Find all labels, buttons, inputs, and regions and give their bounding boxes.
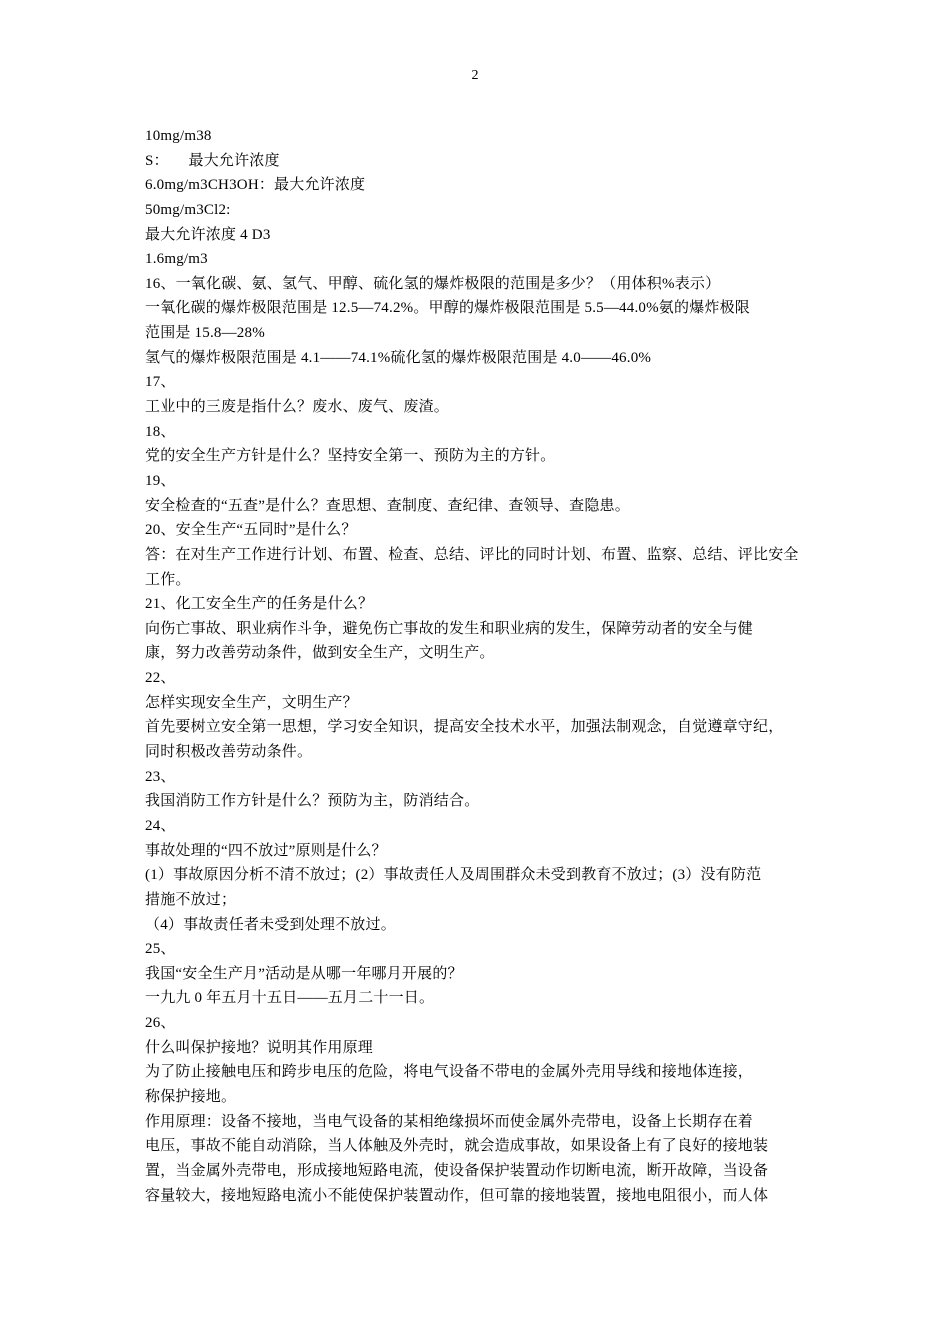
text-line: 26、	[145, 1015, 176, 1032]
text-line: 17、	[145, 374, 176, 391]
text-line: 25、	[145, 941, 176, 958]
text-line: 22、	[145, 670, 176, 687]
text-line: 我国消防工作方针是什么？预防为主，防消结合。	[145, 793, 480, 810]
text-line: 电压，事故不能自动消除，当人体触及外壳时，就会造成事故，如果设备上有了良好的接地装	[145, 1138, 769, 1155]
text-line: 称保护接地。	[145, 1088, 237, 1105]
text-line: 答：在对生产工作进行计划、布置、检查、总结、评比的同时计划、布置、监察、总结、评比安全	[145, 546, 799, 563]
text-line: 措施不放过；	[145, 891, 237, 908]
text-line: 工业中的三废是指什么？废水、废气、废渣。	[145, 399, 450, 416]
text-line: 50mg/m3Cl2:	[145, 201, 231, 218]
text-line: 我国“安全生产月”活动是从哪一年哪月开展的？	[145, 965, 463, 982]
text-line: 18、	[145, 423, 176, 440]
text-line: 怎样实现安全生产，文明生产？	[145, 694, 358, 711]
text-line: S： 最大允许浓度	[145, 152, 280, 169]
text-line: 事故处理的“四不放过”原则是什么？	[145, 842, 387, 859]
text-line: 安全检查的“五查”是什么？查思想、查制度、查纪律、查领导、查隐患。	[145, 497, 630, 514]
text-line: (1）事故原因分析不清不放过；(2）事故责任人及周围群众未受到教育不放过；(3）没有防范	[145, 867, 762, 884]
text-line: 范围是 15.8—28%	[145, 325, 265, 342]
text-line: 20、安全生产“五同时”是什么？	[145, 522, 357, 539]
text-line: 康，努力改善劳动条件，做到安全生产，文明生产。	[145, 645, 495, 662]
text-line: 向伤亡事故、职业病作斗争，避免伤亡事故的发生和职业病的发生，保障劳动者的安全与健	[145, 620, 754, 637]
text-line: 氢气的爆炸极限范围是 4.1——74.1%硫化氢的爆炸极限范围是 4.0——46.0%	[145, 349, 652, 366]
text-line: 为了防止接触电压和跨步电压的危险，将电气设备不带电的金属外壳用导线和接地体连接，	[145, 1064, 754, 1081]
text-line: 工作。	[145, 571, 191, 588]
text-line: 24、	[145, 817, 176, 834]
document-body	[145, 124, 813, 1208]
text-line: 10mg/m38	[145, 128, 212, 144]
text-line: 一氧化碳的爆炸极限范围是 12.5—74.2%。甲醇的爆炸极限范围是 5.5—44.0%氨的爆炸极限	[145, 300, 750, 317]
text-line: （4）事故责任者未受到处理不放过。	[145, 916, 396, 933]
text-line: 党的安全生产方针是什么？坚持安全第一、预防为主的方针。	[145, 448, 556, 465]
text-line: 23、	[145, 768, 176, 785]
text-line: 作用原理：设备不接地，当电气设备的某相绝缘损坏而使金属外壳带电，设备上长期存在着	[145, 1113, 754, 1130]
text-line: 一九九 0 年五月十五日——五月二十一日。	[145, 990, 435, 1007]
text-line: 19、	[145, 472, 176, 489]
text-line: 什么叫保护接地？说明其作用原理	[145, 1039, 374, 1056]
text-line: 首先要树立安全第一思想，学习安全知识，提高安全技术水平，加强法制观念，自觉遵章守纪，	[145, 719, 784, 736]
text-line: 16、一氧化碳、氨、氢气、甲醇、硫化氢的爆炸极限的范围是多少？（用体积%表示）	[145, 275, 721, 292]
text-line: 置，当金属外壳带电，形成接地短路电流，使设备保护装置动作切断电流，断开故障，当设备	[145, 1162, 769, 1179]
text-line: 21、化工安全生产的任务是什么？	[145, 596, 374, 613]
text-line: 最大允许浓度 4 D3	[145, 226, 271, 243]
text-line: 1.6mg/m3	[145, 251, 208, 268]
text-line: 同时积极改善劳动条件。	[145, 744, 313, 761]
text-line: 6.0mg/m3CH3OH：最大允许浓度	[145, 177, 366, 194]
text-line: 容量较大，接地短路电流小不能使保护装置动作，但可靠的接地装置，接地电阻很小，而人体	[145, 1187, 769, 1204]
page-number: 2	[471, 68, 479, 83]
